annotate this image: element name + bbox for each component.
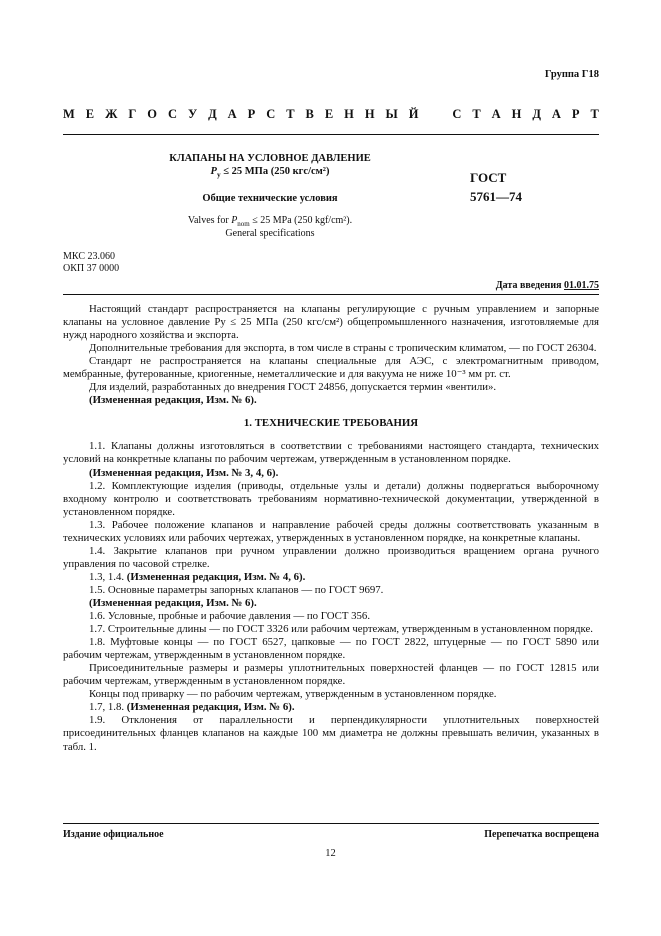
section1-paragraph: 1.2. Комплектующие изделия (приводы, отдельные узлы и детали) должны подвергаться выборочному входному контролю и соответствовать требованиям нормативно-технической документации, утвержденной в установленном порядке. <box>63 479 599 518</box>
banner-letter: Й <box>408 107 419 121</box>
standard-title-pressure: $P_у \le 25$ МПа (250 кгс/см²) <box>210 166 330 180</box>
banner-letter: Р <box>571 107 580 121</box>
mks-code: МКС 23.060 <box>63 251 115 262</box>
banner-gap <box>429 107 441 122</box>
banner-letter: Т <box>590 107 599 121</box>
banner-letter: Д <box>532 107 541 121</box>
effective-date: Дата введения 01.01.75 <box>495 280 599 291</box>
page-number: 12 <box>325 848 336 859</box>
gost-label: ГОСТ <box>470 170 507 185</box>
banner-letter: Ы <box>385 107 398 121</box>
standard-subtitle: Общие технические условия <box>202 193 338 204</box>
official-edition: Издание официальное <box>63 829 164 840</box>
section1-paragraph: 1.7, 1.8. (Измененная редакция, Изм. № 6). <box>89 701 295 714</box>
english-subtitle: General specifications <box>225 228 315 239</box>
section-heading: 1. ТЕХНИЧЕСКИЕ ТРЕБОВАНИЯ <box>243 417 419 430</box>
section1-paragraph: 1.3. Рабочее положение клапанов и направление рабочей среды должны соответствовать указанным в технических условиях или рабочих чертежах, утвержденных в установленном порядке, на конкретные клапаны. <box>63 518 599 544</box>
banner-letter: Е <box>85 107 95 121</box>
header-rule <box>63 134 599 135</box>
banner-letter: У <box>187 107 198 121</box>
group-code: Группа Г18 <box>544 69 599 80</box>
intro-paragraph: Для изделий, разработанных до внедрения ГОСТ 24856, допускается термин «вентили». <box>89 381 497 394</box>
banner-letter: Г <box>128 107 137 121</box>
intro-paragraph: Настоящий стандарт распространяется на клапаны регулирующие с ручным управлением и запорные клапаны на условное давление Pу ≤ 25 МПа (250 кгс/см²) общепромышленного назначения, изготовляемые для нужд народного хозяйства и экспорта. <box>63 303 599 342</box>
banner-letter: А <box>551 107 561 121</box>
banner-letter: Н <box>511 107 522 121</box>
intro-paragraph: (Измененная редакция, Изм. № 6). <box>89 394 257 407</box>
banner-letter: С <box>266 107 276 121</box>
section1-paragraph: 1.9. Отклонения от параллельности и перпендикулярности уплотнительных поверхностей присоединительных фланцев клапанов на каждые 100 мм диаметра не должны превышать величин, указанных в табл. 1. <box>63 714 599 753</box>
date-rule <box>63 294 599 295</box>
standard-title: КЛАПАНЫ НА УСЛОВНОЕ ДАВЛЕНИЕ <box>169 153 371 164</box>
section1-paragraph: 1.4. Закрытие клапанов при ручном управлении должно производиться вращением органа ручного управления по часовой стрелке. <box>63 544 599 570</box>
section1-paragraph: 1.1. Клапаны должны изготовляться в соответствии с требованиями настоящего стандарта, технических условий на конкретные клапаны по рабочим чертежам, утвержденным в установленном порядке. <box>63 440 599 466</box>
banner-letter: Т <box>286 107 295 121</box>
document-body <box>63 303 599 754</box>
banner-letter: Р <box>247 107 256 121</box>
banner-letter: Д <box>208 107 217 121</box>
banner-letter: А <box>227 107 237 121</box>
section1-paragraph: 1.6. Условные, пробные и рабочие давления — по ГОСТ 356. <box>89 610 371 623</box>
section1-paragraph: (Измененная редакция, Изм. № 6). <box>89 596 257 609</box>
section1-paragraph: 1.8. Муфтовые концы — по ГОСТ 6527, цапковые — по ГОСТ 2822, штуцерные — по ГОСТ 5890 или рабочим чертежам, утвержденным в установленном порядке. <box>63 636 599 662</box>
okp-code: ОКП 37 0000 <box>63 263 120 274</box>
banner-letter: Е <box>324 107 334 121</box>
banner-letter: Ж <box>105 107 118 121</box>
section-1-paragraphs <box>63 440 599 753</box>
section1-paragraph: 1.5. Основные параметры запорных клапанов — по ГОСТ 9697. <box>89 583 384 596</box>
section1-paragraph: Концы под приварку — по рабочим чертежам, утвержденным в установленном порядке. <box>89 688 497 701</box>
section1-paragraph: 1.3, 1.4. (Измененная редакция, Изм. № 4, 6). <box>89 570 306 583</box>
gost-number: 5761—74 <box>470 189 522 204</box>
banner-letter: В <box>305 107 314 121</box>
banner-letter: Т <box>472 107 481 121</box>
section1-paragraph: Присоединительные размеры и размеры уплотнительных поверхностей фланцев — по ГОСТ 12815 или рабочим чертежам, утвержденным в установленном порядке. <box>63 662 599 688</box>
section1-paragraph: 1.7. Строительные длины — по ГОСТ 3326 или рабочим чертежам, утвержденным в установленном порядке. <box>89 623 593 636</box>
banner-letter: Н <box>364 107 375 121</box>
banner-letter: М <box>63 107 75 121</box>
intro-section <box>63 303 599 407</box>
banner-letter: А <box>491 107 501 121</box>
banner-letter: С <box>167 107 178 121</box>
banner-letter: Н <box>344 107 354 121</box>
banner-letter: С <box>452 107 462 121</box>
section1-paragraph: (Измененная редакция, Изм. № 3, 4, 6). <box>89 466 279 479</box>
intro-paragraph: Стандарт не распространяется на клапаны специальные для АЭС, с электромагнитным приводом, мембранные, футерованные, криогенные, неметаллические и для вакуума не ниже 10⁻³ мм рт. ст. <box>63 355 599 381</box>
footer-rule <box>63 823 599 824</box>
intro-paragraph: Дополнительные требования для экспорта, в том числе в страны с тропическим климатом, — по ГОСТ 26304. <box>89 342 597 355</box>
interstate-standard-banner <box>63 107 599 122</box>
banner-letter: О <box>147 107 158 121</box>
english-title: Valves for $P_{nom} \le 25$ MPa (250 kgf/cm²). <box>187 215 353 228</box>
reprint-prohibited: Перепечатка воспрещена <box>484 829 599 840</box>
